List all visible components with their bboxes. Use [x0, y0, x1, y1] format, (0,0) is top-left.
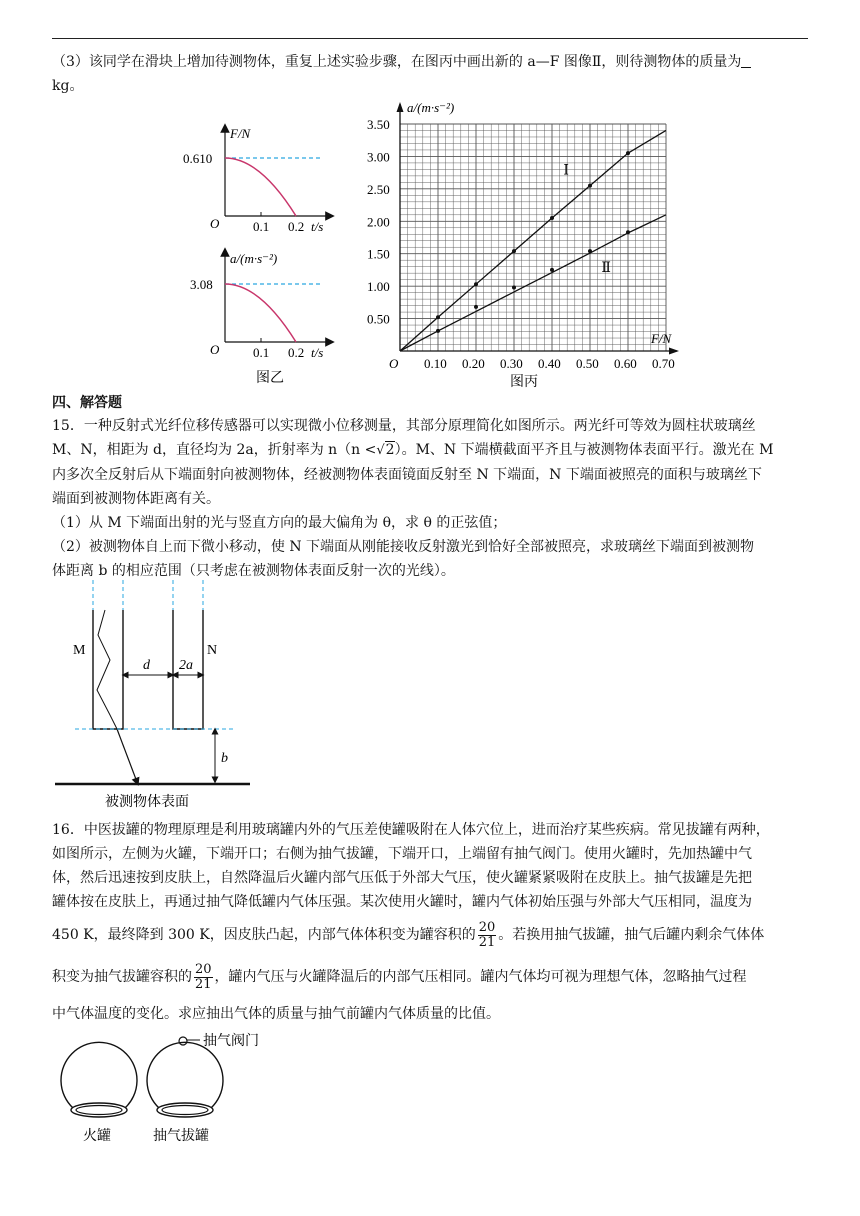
question-16 — [52, 818, 808, 1026]
x-tick-label: 0.70 — [652, 356, 675, 371]
y-tick-label: 3.50 — [367, 117, 390, 132]
q3-text: （3）该同学在滑块上增加待测物体，重复上述实验步骤，在图丙中画出新的 a—F 图像Ⅱ，则待测物体的质量为 — [52, 54, 742, 70]
y-tick-label: 2.50 — [367, 181, 390, 197]
question-15 — [52, 414, 808, 583]
suction-cup — [147, 1037, 223, 1117]
label-fire-cup: 火罐 — [83, 1129, 111, 1144]
acceleration-time-chart — [190, 251, 330, 360]
data-point — [436, 329, 440, 333]
force-curve — [225, 158, 296, 216]
q15-line: 15．一种反射式光纤位移传感器可以实现微小位移测量，其部分原理简化如图所示。两光纤可等效为圆柱状玻璃丝 — [52, 418, 756, 434]
q16-line: 体，然后迅速按到皮肤上，自然降温后火罐内部气压低于外部大气压，使火罐紧紧吸附在皮肤上。抽气拔罐是先把 — [52, 870, 752, 886]
x-tick-label: 0.50 — [576, 356, 599, 371]
origin-label: O — [210, 342, 220, 357]
valve-icon — [179, 1037, 187, 1045]
label-m: M — [73, 643, 86, 658]
x-tick-label: 0.40 — [538, 356, 561, 371]
label-b: b — [221, 751, 228, 766]
label-d: d — [143, 658, 150, 673]
q16-line: 450 K，最终降到 300 K，因皮肤凸起，内部气体体积变为罐容积的 $\frac{20}{21}$ 。若换用抽气拔罐，抽气后罐内剩余气体体 — [52, 919, 765, 950]
top-rule — [52, 38, 808, 39]
x-tick-label: 0.10 — [424, 356, 447, 371]
x-tick-label: 0.1 — [253, 219, 270, 234]
fire-cup — [61, 1042, 137, 1117]
q15-part-2-cont: 体距离 b 的相应范围（只考虑在被测物体表面反射一次的光线）。 — [52, 563, 455, 579]
figure-caption: 被测物体表面 — [105, 795, 189, 810]
data-point — [626, 151, 630, 155]
exit-ray — [117, 729, 137, 782]
data-point — [550, 216, 554, 220]
q16-line: 中气体温度的变化。求应抽出气体的质量与抽气前罐内气体质量的比值。 — [52, 1006, 500, 1022]
acceleration-curve — [225, 284, 296, 342]
q16-line: 16．中医拔罐的物理原理是利用玻璃罐内外的气压差使罐吸附在人体穴位上，进而治疗某些疾病。常见拔罐有两种， — [52, 822, 770, 838]
section-heading: 四、解答题 — [52, 395, 122, 411]
data-point — [626, 230, 630, 234]
figure-yi — [170, 118, 360, 388]
q15-line: M、N，相距为 d，直径均为 2a，折射率为 n（n <√2）。M、N 下端横截面平齐且与被测物体表面平行。激光在 M — [52, 442, 774, 458]
y-tick-label: 1.00 — [367, 279, 390, 295]
data-point — [436, 315, 440, 319]
series-label-2: Ⅱ — [601, 260, 611, 276]
y-axis-arrow — [397, 102, 404, 112]
x-axis-label: F/N — [651, 331, 672, 346]
y-tick-label: 3.00 — [367, 149, 390, 165]
x-axis-label: t/s — [311, 219, 324, 234]
chart-labels — [367, 100, 675, 388]
figure-caption: 图丙 — [510, 375, 538, 388]
y-axis-label: F/N — [230, 126, 251, 141]
q16-line: 罐体按在皮肤上，再通过抽气降低罐内气体压强。某次使用火罐时，罐内气体初始压强与外部大气压相同，温度为 — [52, 894, 752, 910]
y-tick-label: 1.50 — [367, 246, 390, 262]
x-tick-label: 0.20 — [462, 356, 485, 371]
y-axis-label: a/(m·s⁻²) — [230, 251, 278, 266]
data-point — [512, 249, 516, 253]
x-axis-label: t/s — [311, 345, 324, 360]
data-point — [512, 285, 516, 289]
q15-part-2: （2）被测物体自上而下微小移动，使 N 下端面从刚能接收反射激光到恰好全部被照亮，求玻璃丝下端面到被测物 — [52, 539, 755, 555]
q15-line: 内多次全反射后从下端面射向被测物体，经被测物体表面镜面反射至 N 下端面，N 下端面被照亮的面积与玻璃丝下 — [52, 467, 762, 483]
data-point — [588, 184, 592, 188]
label-2a: 2a — [179, 658, 193, 673]
figure-bing-chart — [365, 98, 685, 388]
figure-cupping — [55, 1028, 285, 1148]
origin-label: O — [389, 356, 399, 371]
data-point — [550, 268, 554, 272]
y-marker-label: 3.08 — [190, 277, 213, 292]
x-tick-label: 0.2 — [288, 345, 305, 360]
q16-line: 如图所示，左侧为火罐，下端开口；右侧为抽气拔罐，下端开口，上端留有抽气阀门。使用火罐时，先加热罐中气 — [52, 846, 752, 862]
label-n: N — [207, 643, 218, 658]
x-tick-label: 0.30 — [500, 356, 523, 371]
q15-line: 端面到被测物体距离有关。 — [52, 491, 220, 507]
y-axis-label: a/(m·s⁻²) — [407, 100, 455, 115]
data-point — [474, 305, 478, 309]
data-point — [474, 282, 478, 286]
fraction: $\frac{20}{21}$ — [195, 961, 212, 992]
question-3 — [52, 50, 808, 98]
q15-part-1: （1）从 M 下端面出射的光与竖直方向的最大偏角为 θ，求 θ 的正弦值； — [52, 515, 507, 531]
y-marker-label: 0.610 — [183, 151, 213, 166]
x-tick-label: 0.60 — [614, 356, 637, 371]
force-time-chart — [183, 126, 330, 234]
origin-label: O — [210, 216, 220, 231]
y-tick-label: 2.00 — [367, 214, 390, 230]
figure-fiber-sensor — [55, 580, 265, 812]
data-point — [588, 249, 592, 253]
answer-blank — [741, 53, 751, 68]
figure-caption: 图乙 — [256, 371, 284, 386]
q16-line: 积变为抽气拔罐容积的 $\frac{20}{21}$ ，罐内气压与火罐降温后的内部气压相同。罐内气体均可视为理想气体，忽略抽气过程 — [52, 961, 747, 992]
q3-unit: kg。 — [52, 78, 84, 94]
light-path — [97, 610, 117, 729]
y-tick-label: 0.50 — [367, 311, 390, 327]
x-axis-arrow — [669, 348, 679, 355]
x-tick-label: 0.1 — [253, 345, 270, 360]
label-valve: 抽气阀门 — [203, 1034, 259, 1049]
fraction: $\frac{20}{21}$ — [478, 919, 496, 950]
x-tick-label: 0.2 — [288, 219, 305, 234]
label-suction-cup: 抽气拔罐 — [153, 1129, 209, 1144]
series-label-1: Ⅰ — [563, 163, 569, 179]
